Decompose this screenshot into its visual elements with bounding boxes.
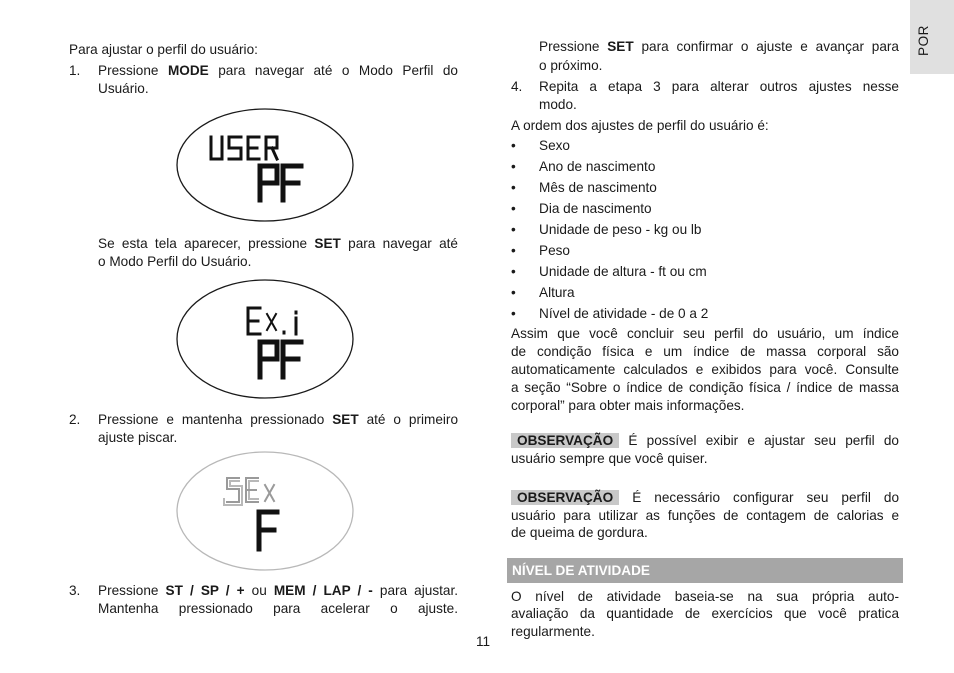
list-item: Unidade de altura - ft ou cm [539, 264, 707, 279]
note-1: OBSERVAÇÃO É possível exibir e ajustar seu perfil do [511, 432, 899, 450]
paragraph-line: O nível de atividade baseia-se na sua própria auto- [511, 589, 899, 604]
step-4-text-line2: modo. [539, 97, 577, 112]
step-3-text-line2: Mantenha pressionado para acelerar o ajuste. [98, 601, 458, 616]
step-2-text-line2: ajuste piscar. [98, 430, 178, 445]
intro-text: Para ajustar o perfil do usuário: [69, 42, 258, 57]
display-outline [177, 280, 353, 398]
lcd-display-sex-f [176, 451, 354, 572]
step-2-number: 2. [69, 412, 81, 427]
list-item: Ano de nascimento [539, 159, 656, 174]
list-item: Mês de nascimento [539, 180, 657, 195]
list-bullet: • [511, 285, 516, 300]
list-item: Unidade de peso - kg ou lb [539, 222, 702, 237]
display-bottom-segments [260, 342, 301, 377]
lcd-display-exit-pf [176, 278, 354, 400]
display-top-segments [248, 308, 296, 334]
step-4-number: 4. [511, 79, 523, 94]
paragraph-line: avaliação da quantidade de exercícios que você pratica [511, 606, 899, 621]
list-item: Nível de atividade - de 0 a 2 [539, 306, 709, 321]
note-label: OBSERVAÇÃO [511, 490, 619, 505]
paragraph-line: a seção “Sobre o índice de condição física / índice de massa [511, 380, 899, 395]
list-item: Sexo [539, 138, 570, 153]
paragraph-line: regularmente. [511, 624, 595, 639]
list-bullet: • [511, 201, 516, 216]
language-tab [910, 0, 954, 74]
list-bullet: • [511, 306, 516, 321]
paragraph-line: automaticamente calculados e exibidos para você. Consulte [511, 362, 899, 377]
step-1-number: 1. [69, 63, 81, 78]
paragraph-line: corporal” para obter mais informações. [511, 398, 745, 413]
step-3-number: 3. [69, 583, 81, 598]
list-bullet: • [511, 243, 516, 258]
display-top-segments [211, 137, 277, 159]
list-item: Altura [539, 285, 575, 300]
display-bottom-segments [259, 512, 277, 549]
list-bullet: • [511, 222, 516, 237]
list-bullet: • [511, 180, 516, 195]
lcd-display-user-pf [176, 108, 354, 222]
set-screen-text: Se esta tela aparecer, pressione SET para navegar até [98, 236, 458, 251]
page-number: 11 [476, 634, 491, 649]
order-intro: A ordem dos ajustes de perfil do usuário é: [511, 118, 769, 133]
step-1-text-line2: Usuário. [98, 81, 149, 96]
list-bullet: • [511, 264, 516, 279]
note-2-line3: de queima de gordura. [511, 525, 648, 540]
continue-text-line2: o próximo. [539, 58, 603, 73]
display-top-segments-blinking [224, 478, 274, 505]
note-2-line2: usuário para utilizar as funções de contagem de calorias e [511, 508, 899, 523]
paragraph-line: de condição física e um índice de massa corporal são [511, 344, 899, 359]
list-bullet: • [511, 138, 516, 153]
step-2-text: Pressione e mantenha pressionado SET até o primeiro [98, 412, 458, 427]
note-2: OBSERVAÇÃO É necessário configurar seu perfil do [511, 489, 899, 507]
step-3-text: Pressione ST / SP / + ou MEM / LAP / - para ajustar. [98, 583, 459, 598]
section-heading-activity-level: NÍVEL DE ATIVIDADE [507, 558, 903, 583]
continue-text: Pressione SET para confirmar o ajuste e avançar para [539, 39, 899, 54]
paragraph-line: Assim que você concluir seu perfil do usuário, um índice [511, 326, 899, 341]
note-1-line2: usuário sempre que você quiser. [511, 451, 708, 466]
step-1-text: Pressione MODE para navegar até o Modo Perfil do [98, 63, 458, 78]
list-item: Peso [539, 243, 570, 258]
list-bullet: • [511, 159, 516, 174]
note-label: OBSERVAÇÃO [511, 433, 619, 448]
set-screen-text-line2: o Modo Perfil do Usuário. [98, 254, 252, 269]
list-item: Dia de nascimento [539, 201, 652, 216]
language-tab-label: POR [916, 25, 931, 56]
display-bottom-segments [260, 166, 301, 200]
step-4-text: Repita a etapa 3 para alterar outros ajustes nesse [539, 79, 899, 94]
